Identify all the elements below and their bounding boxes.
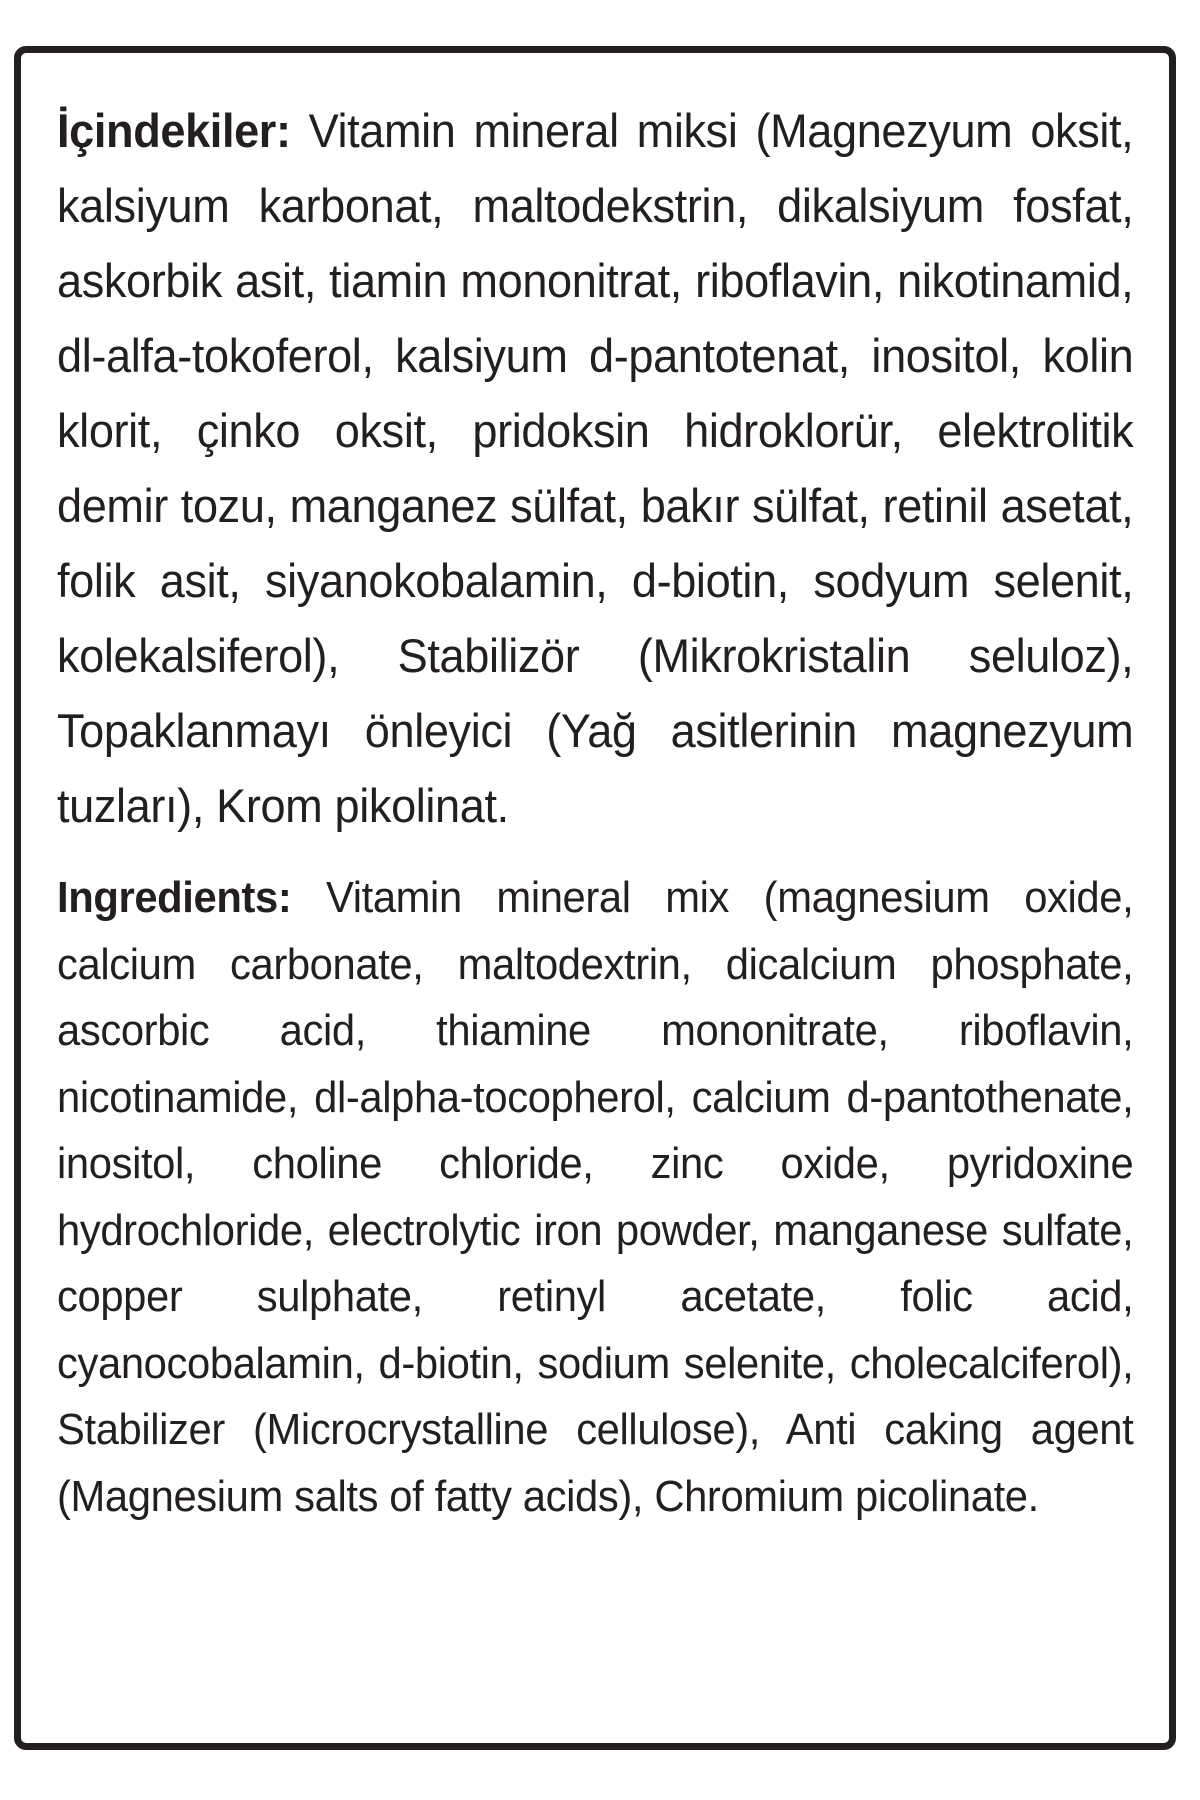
- ingredients-text-english: Vitamin mineral mix (magnesium oxide, calcium carbonate, maltodextrin, dicalcium phosphate, ascorbic acid, thiamine mononitrate, riboflavin, nicotinamide, dl-alpha-tocopherol, calcium d-pantothenate, inositol, choline chloride, zinc oxide, pyridoxine hydrochloride, electrolytic iron powder, manganese sulfate, copper sulphate, retinyl acetate, folic acid, cyanocobalamin, d-biotin, sodium selenite, cholecalciferol), Stabilizer (Microcrystalline cellulose), Anti caking agent (Magnesium salts of fatty acids), Chromium picolinate.: [57, 874, 1134, 1521]
- ingredients-paragraph-english: [57, 865, 1133, 1530]
- ingredients-paragraph-turkish: [57, 93, 1133, 843]
- ingredients-heading-turkish: İçindekiler:: [57, 104, 291, 157]
- ingredients-label-box: [14, 46, 1176, 1750]
- ingredients-heading-english: Ingredients:: [57, 874, 292, 922]
- ingredients-text-turkish: Vitamin mineral miksi (Magnezyum oksit, kalsiyum karbonat, maltodekstrin, dikalsiyum fosfat, askorbik asit, tiamin mononitrat, riboflavin, nikotinamid, dl-alfa-tokoferol, kalsiyum d-pantotenat, inositol, kolin klorit, çinko oksit, pridoksin hidroklorür, elektrolitik demir tozu, manganez sülfat, bakır sülfat, retinil asetat, folik asit, siyanokobalamin, d-biotin, sodyum selenit, kolekalsiferol), Stabilizör (Mikrokristalin seluloz), Topaklanmayı önleyici (Yağ asitlerinin magnezyum tuzları), Krom pikolinat.: [57, 104, 1134, 832]
